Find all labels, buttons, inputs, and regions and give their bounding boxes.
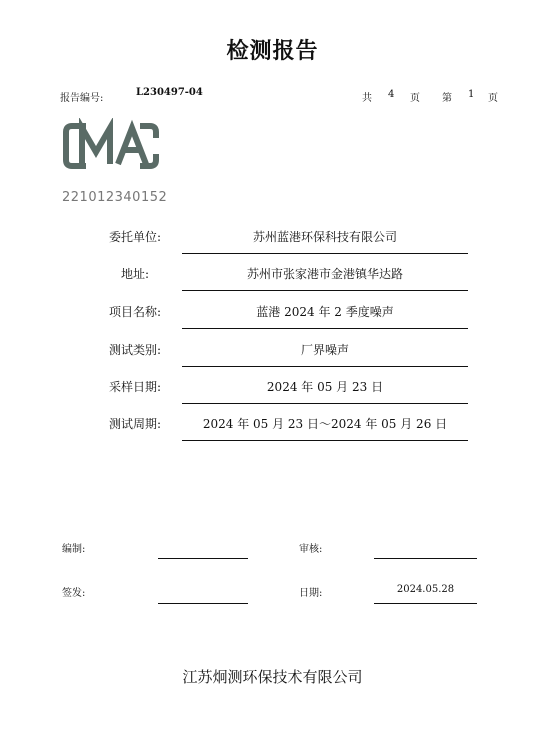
underline-sampling-date [182, 403, 468, 404]
label-client: 委托单位: [108, 230, 162, 244]
value-test-period: 2024 年 05 月 23 日～2024 年 05 月 26 日 [202, 417, 448, 431]
issued-label: 签发: [62, 588, 86, 599]
underline-client [182, 253, 468, 254]
issued-signature-line [158, 603, 248, 604]
label-test-category: 测试类别: [108, 343, 162, 357]
date-value: 2024.05.28 [396, 584, 455, 595]
cma-logo [62, 118, 162, 174]
compiled-label: 编制: [62, 544, 86, 555]
value-test-category: 厂界噪声 [300, 343, 349, 357]
underline-address [182, 290, 468, 291]
value-sampling-date: 2024 年 05 月 23 日 [266, 380, 384, 394]
label-project-name: 项目名称: [108, 305, 162, 319]
label-test-period: 测试周期: [108, 417, 162, 431]
value-address: 苏州市张家港市金港镇华达路 [246, 267, 403, 281]
date-line [374, 603, 477, 604]
pagination-total-prefix: 共 [362, 93, 372, 104]
label-address: 地址: [120, 267, 150, 281]
report-number: L230497-04 [136, 87, 203, 98]
value-project-name: 蓝港 2024 年 2 季度噪声 [256, 305, 394, 319]
label-sampling-date: 采样日期: [108, 380, 162, 394]
company-name: 江苏炯测环保技术有限公司 [182, 668, 363, 686]
reviewed-signature-line [374, 558, 477, 559]
underline-test-period [182, 440, 468, 441]
reviewed-label: 审核: [299, 544, 323, 555]
value-client: 苏州蓝港环保科技有限公司 [252, 230, 397, 244]
date-label: 日期: [299, 588, 323, 599]
pagination-total: 4 [388, 89, 395, 100]
report-number-label: 报告编号: [60, 93, 104, 104]
pagination [362, 89, 502, 103]
underline-project-name [182, 328, 468, 329]
pagination-total-suffix: 页 [410, 93, 420, 104]
pagination-current-suffix: 页 [488, 93, 498, 104]
compiled-signature-line [158, 558, 248, 559]
pagination-current: 1 [468, 89, 475, 100]
certificate-number: 221012340152 [62, 190, 168, 205]
underline-test-category [182, 366, 468, 367]
report-title: 检测报告 [226, 39, 319, 64]
pagination-current-prefix: 第 [442, 93, 452, 104]
